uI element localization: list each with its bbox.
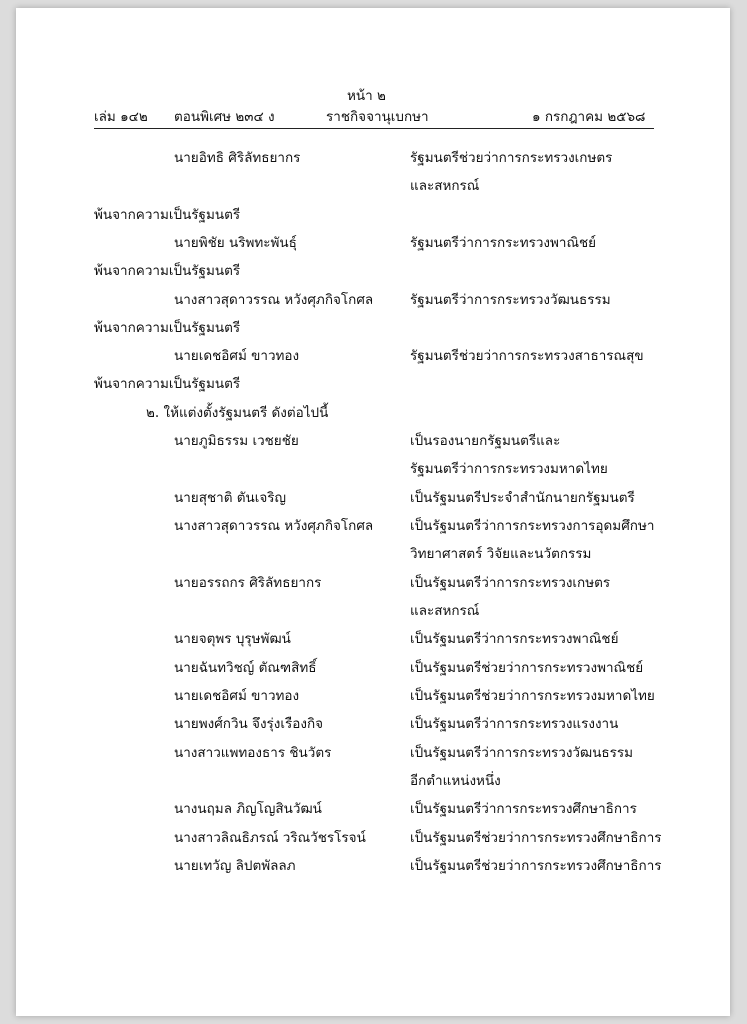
position: รัฐมนตรีช่วยว่าการกระทรวงเกษตร <box>410 150 613 166</box>
person-name: นายฉันทวิชญ์ ตัณฑสิทธิ์ <box>174 660 317 676</box>
person-name: นางสาวแพทองธาร ชินวัตร <box>174 745 332 761</box>
position: เป็นรัฐมนตรีว่าการกระทรวงศึกษาธิการ <box>410 801 637 817</box>
position: เป็นรัฐมนตรีว่าการกระทรวงวัฒนธรรม <box>410 745 634 761</box>
person-name: นางนฤมล ภิญโญสินวัฒน์ <box>174 801 322 817</box>
position: เป็นรัฐมนตรีช่วยว่าการกระทรวงพาณิชย์ <box>410 660 644 676</box>
position: รัฐมนตรีช่วยว่าการกระทรวงสาธารณสุข <box>410 348 644 364</box>
person-name: นายจตุพร บุรุษพัฒน์ <box>174 631 291 647</box>
person-name: นางสาวสุดาวรรณ หวังศุภกิจโกศล <box>174 518 374 534</box>
section-label: ตอนพิเศษ ๒๓๔ ง <box>174 109 275 125</box>
person-name: นายอิทธิ ศิริลัทธยากร <box>174 150 301 166</box>
person-name: นายพงศ์กวิน จึงรุ่งเรืองกิจ <box>174 716 324 732</box>
gazette-title: ราชกิจจานุเบกษา <box>326 109 429 125</box>
page-number: หน้า ๒ <box>347 88 386 104</box>
position-continued: และสหกรณ์ <box>410 178 480 194</box>
position: เป็นรัฐมนตรีช่วยว่าการกระทรวงมหาดไทย <box>410 688 655 704</box>
person-name: นายเทวัญ ลิปตพัลลภ <box>174 858 296 874</box>
position: รัฐมนตรีว่าการกระทรวงพาณิชย์ <box>410 235 597 251</box>
person-name: นายเดชอิศม์ ขาวทอง <box>174 688 300 704</box>
position: เป็นรัฐมนตรีว่าการกระทรวงเกษตร <box>410 575 611 591</box>
removal-note: พ้นจากความเป็นรัฐมนตรี <box>94 376 241 392</box>
person-name: นายเดชอิศม์ ขาวทอง <box>174 348 300 364</box>
position-continued: และสหกรณ์ <box>410 603 480 619</box>
removal-note: พ้นจากความเป็นรัฐมนตรี <box>94 207 241 223</box>
volume-label: เล่ม ๑๔๒ <box>94 109 148 125</box>
document-page <box>16 8 730 1016</box>
person-name: นายอรรถกร ศิริลัทธยากร <box>174 575 322 591</box>
position-continued: วิทยาศาสตร์ วิจัยและนวัตกรรม <box>410 546 592 562</box>
publication-date: ๑ กรกฎาคม ๒๕๖๘ <box>532 109 646 125</box>
position: เป็นรัฐมนตรีว่าการกระทรวงพาณิชย์ <box>410 631 619 647</box>
person-name: นางสาวลิณธิภรณ์ วริณวัชรโรจน์ <box>174 830 366 846</box>
position: เป็นรัฐมนตรีประจำสำนักนายกรัฐมนตรี <box>410 490 635 506</box>
position-continued: รัฐมนตรีว่าการกระทรวงมหาดไทย <box>410 461 608 477</box>
person-name: นางสาวสุดาวรรณ หวังศุภกิจโกศล <box>174 292 374 308</box>
position: เป็นรัฐมนตรีช่วยว่าการกระทรวงศึกษาธิการ <box>410 830 662 846</box>
section-item-heading: ๒. ให้แต่งตั้งรัฐมนตรี ดังต่อไปนี้ <box>146 405 329 421</box>
position: เป็นรัฐมนตรีว่าการกระทรวงแรงงาน <box>410 716 619 732</box>
position: รัฐมนตรีว่าการกระทรวงวัฒนธรรม <box>410 292 611 308</box>
person-name: นายพิชัย นริพทะพันธุ์ <box>174 235 297 251</box>
removal-note: พ้นจากความเป็นรัฐมนตรี <box>94 263 241 279</box>
position: เป็นรองนายกรัฐมนตรีและ <box>410 433 561 449</box>
position-continued: อีกตำแหน่งหนึ่ง <box>410 773 501 789</box>
person-name: นายสุชาติ ตันเจริญ <box>174 490 287 506</box>
position: เป็นรัฐมนตรีช่วยว่าการกระทรวงศึกษาธิการ <box>410 858 662 874</box>
position: เป็นรัฐมนตรีว่าการกระทรวงการอุดมศึกษา <box>410 518 655 534</box>
person-name: นายภูมิธรรม เวชยชัย <box>174 433 299 449</box>
header-divider <box>94 128 654 129</box>
removal-note: พ้นจากความเป็นรัฐมนตรี <box>94 320 241 336</box>
